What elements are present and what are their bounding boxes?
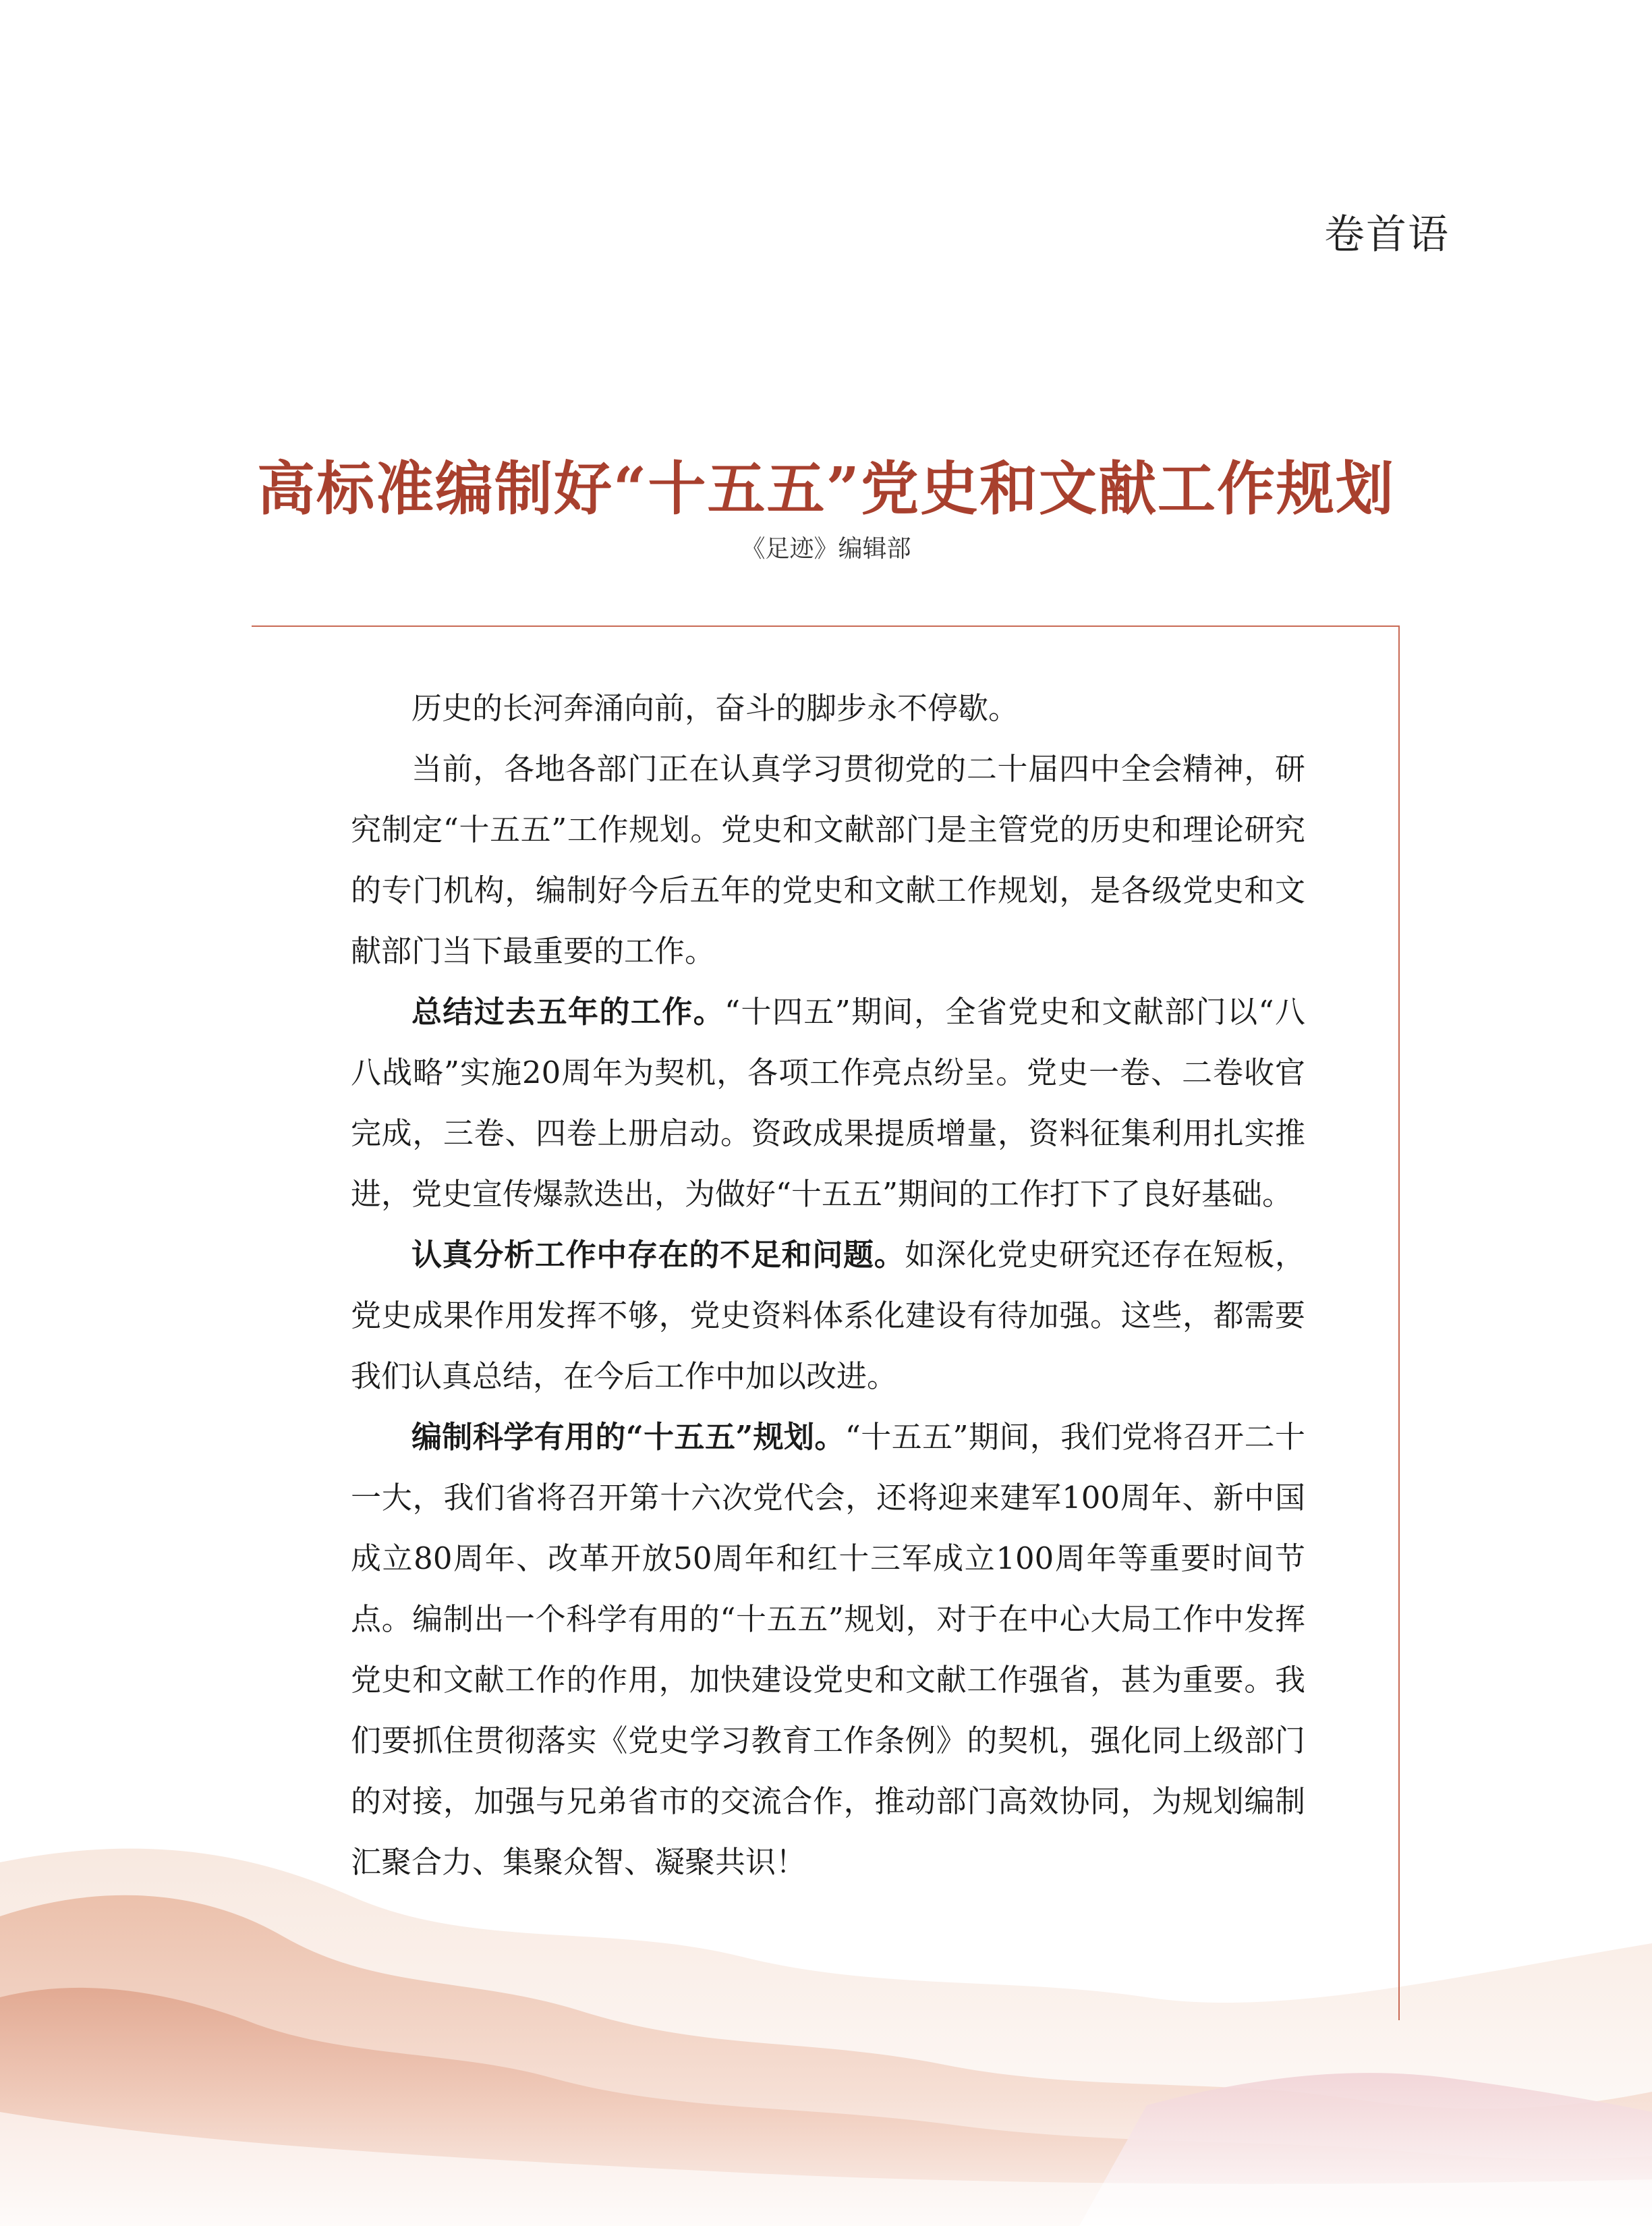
section-label: 卷首语 [1324, 211, 1450, 258]
article-body [351, 678, 1305, 1893]
paragraph: 历史的长河奔涌向前，奋斗的脚步永不停歇。 [411, 690, 1019, 726]
paragraph: 编制科学有用的“十五五”规划。“十五五”期间，我们党将召开二十一大，我们省将召开第十六次党代会，还将迎来建军100周年、新中国成立80周年、改革开放50周年和红十三军成立100周年等重要时间节点。编制出一个科学有用的“十五五”规划，对于在中心大局工作中发挥党史和文献工作的作用，加快建设党史和文献工作强省，甚为重要。我们要抓住贯彻落实《党史学习教育工作条例》的契机，强化同上级部门的对接，加强与兄弟省市的交流合作，推动部门高效协同，为规划编制汇聚合力、集聚众智、凝聚共识！ [351, 1419, 1305, 1880]
paragraph: 认真分析工作中存在的不足和问题。如深化党史研究还存在短板，党史成果作用发挥不够，党史资料体系化建设有待加强。这些，都需要我们认真总结，在今后工作中加以改进。 [351, 1237, 1305, 1394]
article-title: 高标准编制好“十五五”党史和文献工作规划 [257, 455, 1395, 523]
paragraph-lead: 编制科学有用的“十五五”规划。 [411, 1419, 845, 1455]
paragraph-lead: 认真分析工作中存在的不足和问题。 [411, 1237, 905, 1273]
paragraph-lead: 总结过去五年的工作。 [411, 994, 725, 1030]
frame-rule-right [1398, 625, 1400, 2020]
article-byline: 《足迹》编辑部 [741, 535, 911, 563]
paragraph: 总结过去五年的工作。“十四五”期间，全省党史和文献部门以“八八战略”实施20周年为契机，各项工作亮点纷呈。党史一卷、二卷收官完成，三卷、四卷上册启动。资政成果提质增量，资料征集利用扎实推进，党史宣传爆款迭出，为做好“十五五”期间的工作打下了良好基础。 [351, 994, 1305, 1212]
paragraph: 当前，各地各部门正在认真学习贯彻党的二十届四中全会精神，研究制定“十五五”工作规划。党史和文献部门是主管党的历史和理论研究的专门机构，编制好今后五年的党史和文献工作规划，是各级党史和文献部门当下最重要的工作。 [351, 751, 1305, 969]
frame-rule-top [252, 625, 1398, 627]
